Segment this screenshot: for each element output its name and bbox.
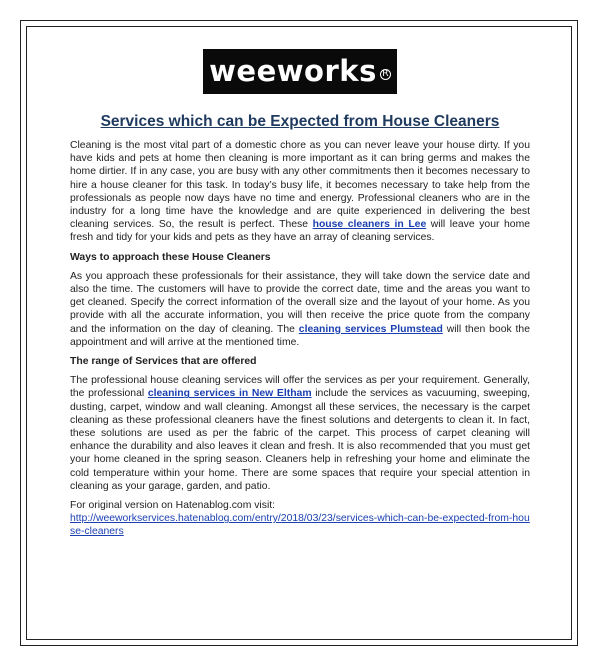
original-version-label: For original version on Hatenablog.com visit: xyxy=(70,500,276,512)
intro-paragraph xyxy=(70,139,530,245)
range-paragraph xyxy=(70,374,530,493)
weeworks-logo xyxy=(203,49,397,94)
cleaning-services-new-eltham-link[interactable]: cleaning services in New Eltham xyxy=(147,388,312,400)
approach-text-before: As you approach these professionals for their assistance, they will take down the service date and also the time. The customers will have to provide the correct date, time and the areas you want to get cleaned. Specify the correct information of the overall size and the layout of your home. As you provide with all the accurate information, you will then receive the price quote from the company and the information on the day of cleaning. The xyxy=(70,270,530,335)
range-text-after: include the services as vacuuming, sweeping, dusting, carpet, window and wall cleaning. Amongst all these services, the necessary is the carpet cleaning as these professional cleaners have the finest solutions and detergents to clean it. In fact, these solutions are used as per the fabric of the carpet. This process of carpet cleaning will enhance the durability and also leaves it clean and fresh. It is also recommended that you must get your home cleaned in the spring season. Cleaners help in refreshing your home and eliminate the cold temperature within your home. There are some spaces that require your special attention in cleaning as your garage, garden, and patio. xyxy=(70,388,531,492)
cleaning-services-plumstead-link[interactable]: cleaning services Plumstead xyxy=(298,323,443,335)
intro-text-before: Cleaning is the most vital part of a domestic chore as you can never leave your house dirty. If you have kids and pets at home then cleaning is more important as it can bring germs and makes the home dirtier. If in any case, you are busy with any other commitments then it becomes necessary to hire a house cleaner for this task. In today’s busy life, it becomes necessary to take help from the professionals as people now days have no time and energy. Professional cleaners who are in the industry for a long time have the knowledge and are quite experienced in delivering the best cleaning services. So, the result is perfect. These xyxy=(70,140,530,231)
approach-paragraph xyxy=(70,270,530,349)
article-body xyxy=(70,139,530,539)
logo-text: weeworks xyxy=(209,54,377,88)
page-title: Services which can be Expected from House Cleaners xyxy=(100,113,500,130)
approach-text-after: will then book the appointment and will arrive at the mentioned time. xyxy=(70,323,530,348)
range-text-before: The professional house cleaning services will offer the services as per your requirement. Generally, the professional xyxy=(70,375,530,400)
original-version-link[interactable]: http://weeworkservices.hatenablog.com/entry/2018/03/23/services-which-can-be-expected-from-house-cleaners xyxy=(70,513,530,538)
registered-mark-icon: R xyxy=(380,69,391,80)
section-heading-range: The range of Services that are offered xyxy=(70,356,257,368)
section-heading-approach: Ways to approach these House Cleaners xyxy=(70,251,271,263)
intro-text-after: will leave your home fresh and tidy for your kids and pets as they have an array of cleaning services. xyxy=(70,219,531,244)
original-version-block xyxy=(70,499,530,539)
house-cleaners-lee-link[interactable]: house cleaners in Lee xyxy=(312,219,427,231)
